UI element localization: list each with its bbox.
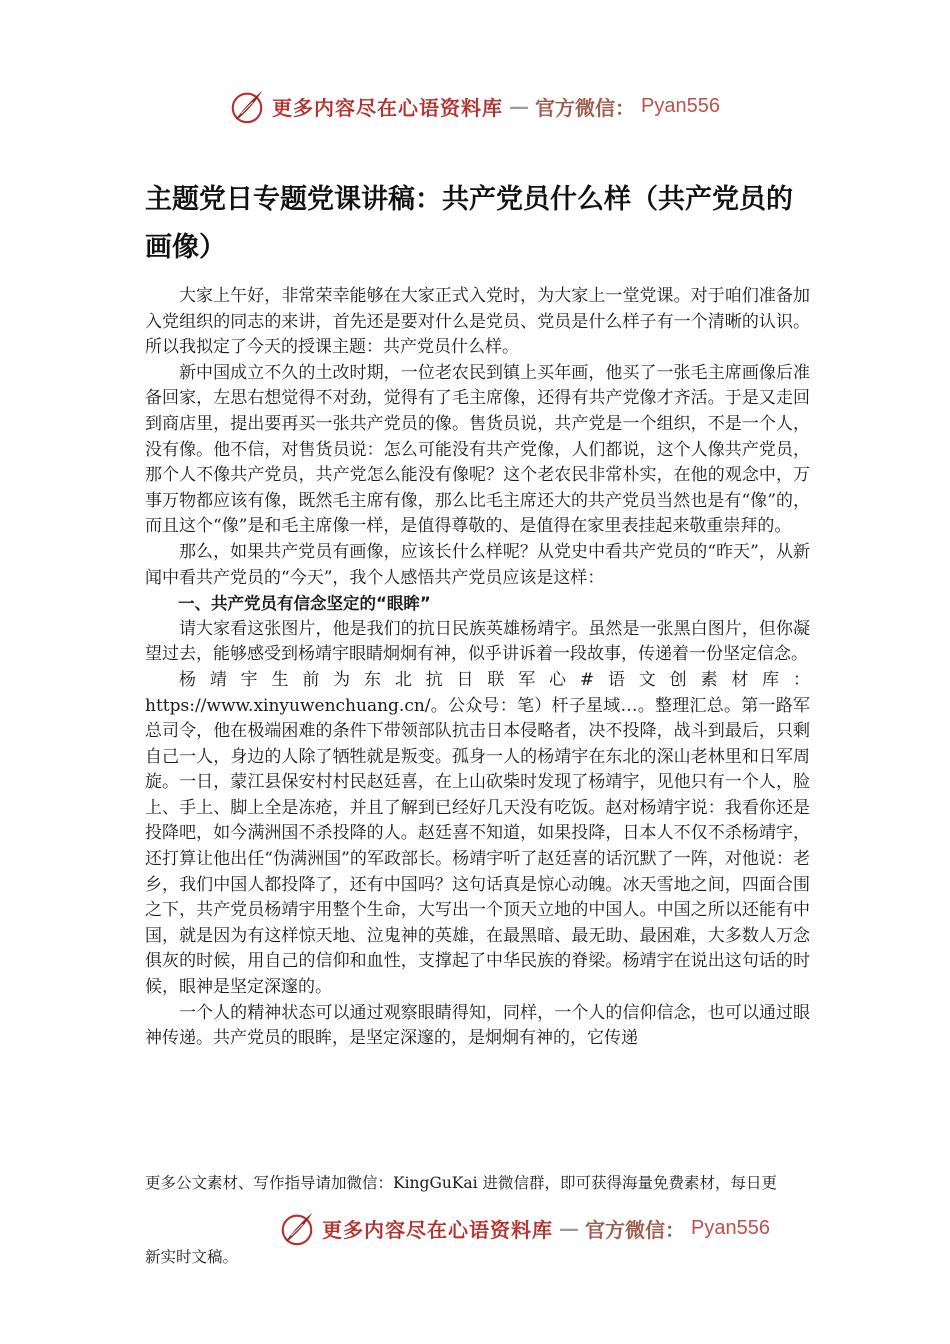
banner-text: 更多内容尽在心语资料库	[322, 1217, 553, 1242]
banner-wechat-label: 官方微信：	[585, 1217, 685, 1242]
footer-banner	[278, 1208, 770, 1248]
paragraph: 一个人的精神状态可以通过观察眼睛得知，同样，一个人的信仰信念，也可以通过眼神传递。共产党员的眼眸，是坚定深邃的，是炯炯有神的，它传递	[145, 1002, 810, 1049]
banner-text: 更多内容尽在心语资料库	[272, 95, 503, 120]
banner-separator: —	[559, 1216, 579, 1240]
banner-wechat-id: Pyan556	[691, 1216, 770, 1239]
paragraph: 新中国成立不久的土改时期，一位老农民到镇上买年画，他买了一张毛主席画像后准备回家，左思右想觉得不对劲，觉得有了毛主席像，还得有共产党像才齐活。于是又走回到商店里，提出要再买一张共产党员的像。售货员说，共产党是一个组织，不是一个人，没有像。他不信，对售货员说：怎么可能没有共产党像，人们都说，这个人像共产党员，那个人不像共产党员，共产党怎么能没有像呢？这个老农民非常朴实，在他的观念中，万事万物都应该有像，既然毛主席有像，那么比毛主席还大的共产党员当然也是有“像”的，而且这个“像”是和毛主席像一样，是值得尊敬的、是值得在家里表挂起来敬重崇拜的。	[145, 362, 810, 537]
paragraph: 那么，如果共产党员有画像，应该长什么样呢？从党史中看共产党员的“昨天”，从新闻中看共产党员的“今天”，我个人感悟共产党员应该是这样：	[145, 541, 810, 588]
banner-wechat-label: 官方微信：	[535, 95, 635, 120]
quill-logo-icon	[228, 87, 266, 125]
header-banner	[228, 86, 720, 126]
paragraph: 请大家看这张图片，他是我们的抗日民族英雄杨靖宇。虽然是一张黑白图片，但你凝望过去，能够感受到杨靖宇眼睛炯炯有神，似乎讲诉着一段故事，传递着一份坚定信念。	[145, 618, 810, 665]
banner-separator: —	[509, 94, 529, 118]
footer-promo-line-continued: 新实时文稿。	[145, 1248, 239, 1266]
document-title: 主题党日专题党课讲稿：共产党员什么样（共产党员的画像）	[145, 184, 793, 263]
paragraph: 杨靖宇生前为东北抗日联军心#语文创素材库：https://www.xinyuwenchuang.cn/。公众号：笔）杆子星域…。整理汇总。第一路军总司令，他在极端困难的条件下带领部队抗击日本侵略者，决不投降，战斗到最后，只剩自己一人，身边的人除了牺牲就是叛变。孤身一人的杨靖宇在东北的深山老林里和日军周旋。一日，蒙江县保安村村民赵廷喜，在上山砍柴时发现了杨靖宇，见他只有一个人，脸上、手上、脚上全是冻疮，并且了解到已经好几天没有吃饭。赵对杨靖宇说：我看你还是投降吧，如今满洲国不杀投降的人。赵廷喜不知道，如果投降，日本人不仅不杀杨靖宇，还打算让他出任“伪满洲国”的军政部长。杨靖宇听了赵廷喜的话沉默了一阵，对他说：老乡，我们中国人都投降了，还有中国吗？这句话真是惊心动魄。冰天雪地之间，四面合围之下，共产党员杨靖宇用整个生命，大写出一个顶天立地的中国人。中国之所以还能有中国，就是因为有这样惊天地、泣鬼神的英雄，在最黑暗、最无助、最困难，大多数人万念俱灰的时候，用自己的信仰和血性，支撑起了中华民族的脊梁。杨靖宇在说出这句话的时候，眼神是坚定深邃的。	[145, 669, 810, 998]
section-heading: 一、共产党员有信念坚定的“眼眸”	[178, 594, 431, 614]
quill-logo-icon	[278, 1209, 316, 1247]
footer-promo-line: 更多公文素材、写作指导请加微信：KingGuKai 进微信群，即可获得海量免费素材，每日更	[145, 1174, 778, 1192]
banner-wechat-id: Pyan556	[641, 94, 720, 117]
paragraph: 大家上午好，非常荣幸能够在大家正式入党时，为大家上一堂党课。对于咱们准备加入党组织的同志的来讲，首先还是要对什么是党员、党员是什么样子有一个清晰的认识。所以我拟定了今天的授课主题：共产党员什么样。	[145, 286, 810, 358]
document-body	[145, 284, 810, 1052]
